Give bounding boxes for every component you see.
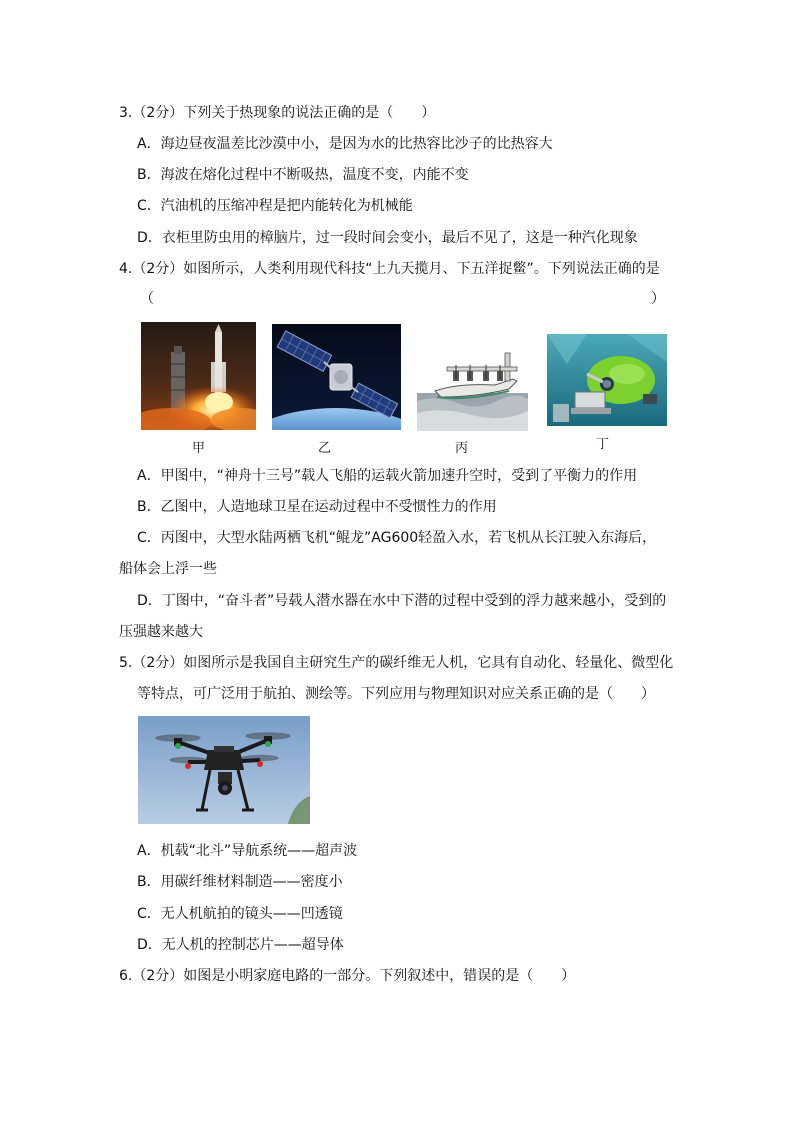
rocket-launch-image xyxy=(141,322,256,430)
question-3-option-c: C．汽油机的压缩冲程是把内能转化为机械能 xyxy=(137,198,413,214)
question-5-option-c: C．无人机航拍的镜头——凹透镜 xyxy=(137,906,343,922)
question-4-option-a: A．甲图中，“神舟十三号”载人飞船的运载火箭加速升空时，受到了平衡力的作用 xyxy=(137,468,638,484)
question-3-option-d: D．衣柜里防虫用的樟脑片，过一段时间会变小，最后不见了，这是一种汽化现象 xyxy=(137,230,638,246)
submersible-image xyxy=(547,334,667,426)
image-caption-bing: 丙 xyxy=(455,441,469,456)
question-3-option-a: A．海边昼夜温差比沙漠中小，是因为水的比热容比沙子的比热容大 xyxy=(137,136,553,152)
question-4-option-d: D．丁图中，“奋斗者”号载人潜水器在水中下潜的过程中受到的浮力越来越小，受到的 xyxy=(137,593,667,609)
question-5-stem: 5.（2分）如图所示是我国自主研究生产的碳纤维无人机，它具有自动化、轻量化、微型化 xyxy=(119,655,674,671)
question-4-paren-open: （ xyxy=(140,291,154,307)
question-4-option-c-continued: 船体会上浮一些 xyxy=(119,561,217,577)
question-4-option-c: C．丙图中，大型水陆两栖飞机“鲲龙”AG600轻盈入水，若飞机从长江驶入东海后， xyxy=(137,530,657,546)
image-caption-ding: 丁 xyxy=(596,437,610,452)
question-4-stem: 4.（2分）如图所示，人类利用现代科技“上九天揽月、下五洋捉鳖”。下列说法正确的是 xyxy=(119,261,660,277)
question-3-stem: 3.（2分）下列关于热现象的说法正确的是（ ） xyxy=(119,105,436,121)
question-6-stem: 6.（2分）如图是小明家庭电路的一部分。下列叙述中，错误的是（ ） xyxy=(119,968,576,984)
question-4-option-d-continued: 压强越来越大 xyxy=(119,624,203,640)
question-5-stem-continued: 等特点，可广泛用于航拍、测绘等。下列应用与物理知识对应关系正确的是（ ） xyxy=(137,686,655,702)
amphibious-aircraft-image xyxy=(417,335,528,431)
question-5-option-a: A．机载“北斗”导航系统——超声波 xyxy=(137,843,358,859)
image-caption-jia: 甲 xyxy=(192,441,206,456)
image-caption-yi: 乙 xyxy=(318,441,332,456)
question-3-option-b: B．海波在熔化过程中不断吸热，温度不变，内能不变 xyxy=(137,167,469,183)
question-5-option-b: B．用碳纤维材料制造——密度小 xyxy=(137,874,343,890)
question-4-paren-close: ） xyxy=(651,291,665,307)
satellite-image xyxy=(272,324,401,430)
drone-image xyxy=(138,716,310,824)
question-5-option-d: D．无人机的控制芯片——超导体 xyxy=(137,937,344,953)
question-4-option-b: B．乙图中，人造地球卫星在运动过程中不受惯性力的作用 xyxy=(137,499,497,515)
